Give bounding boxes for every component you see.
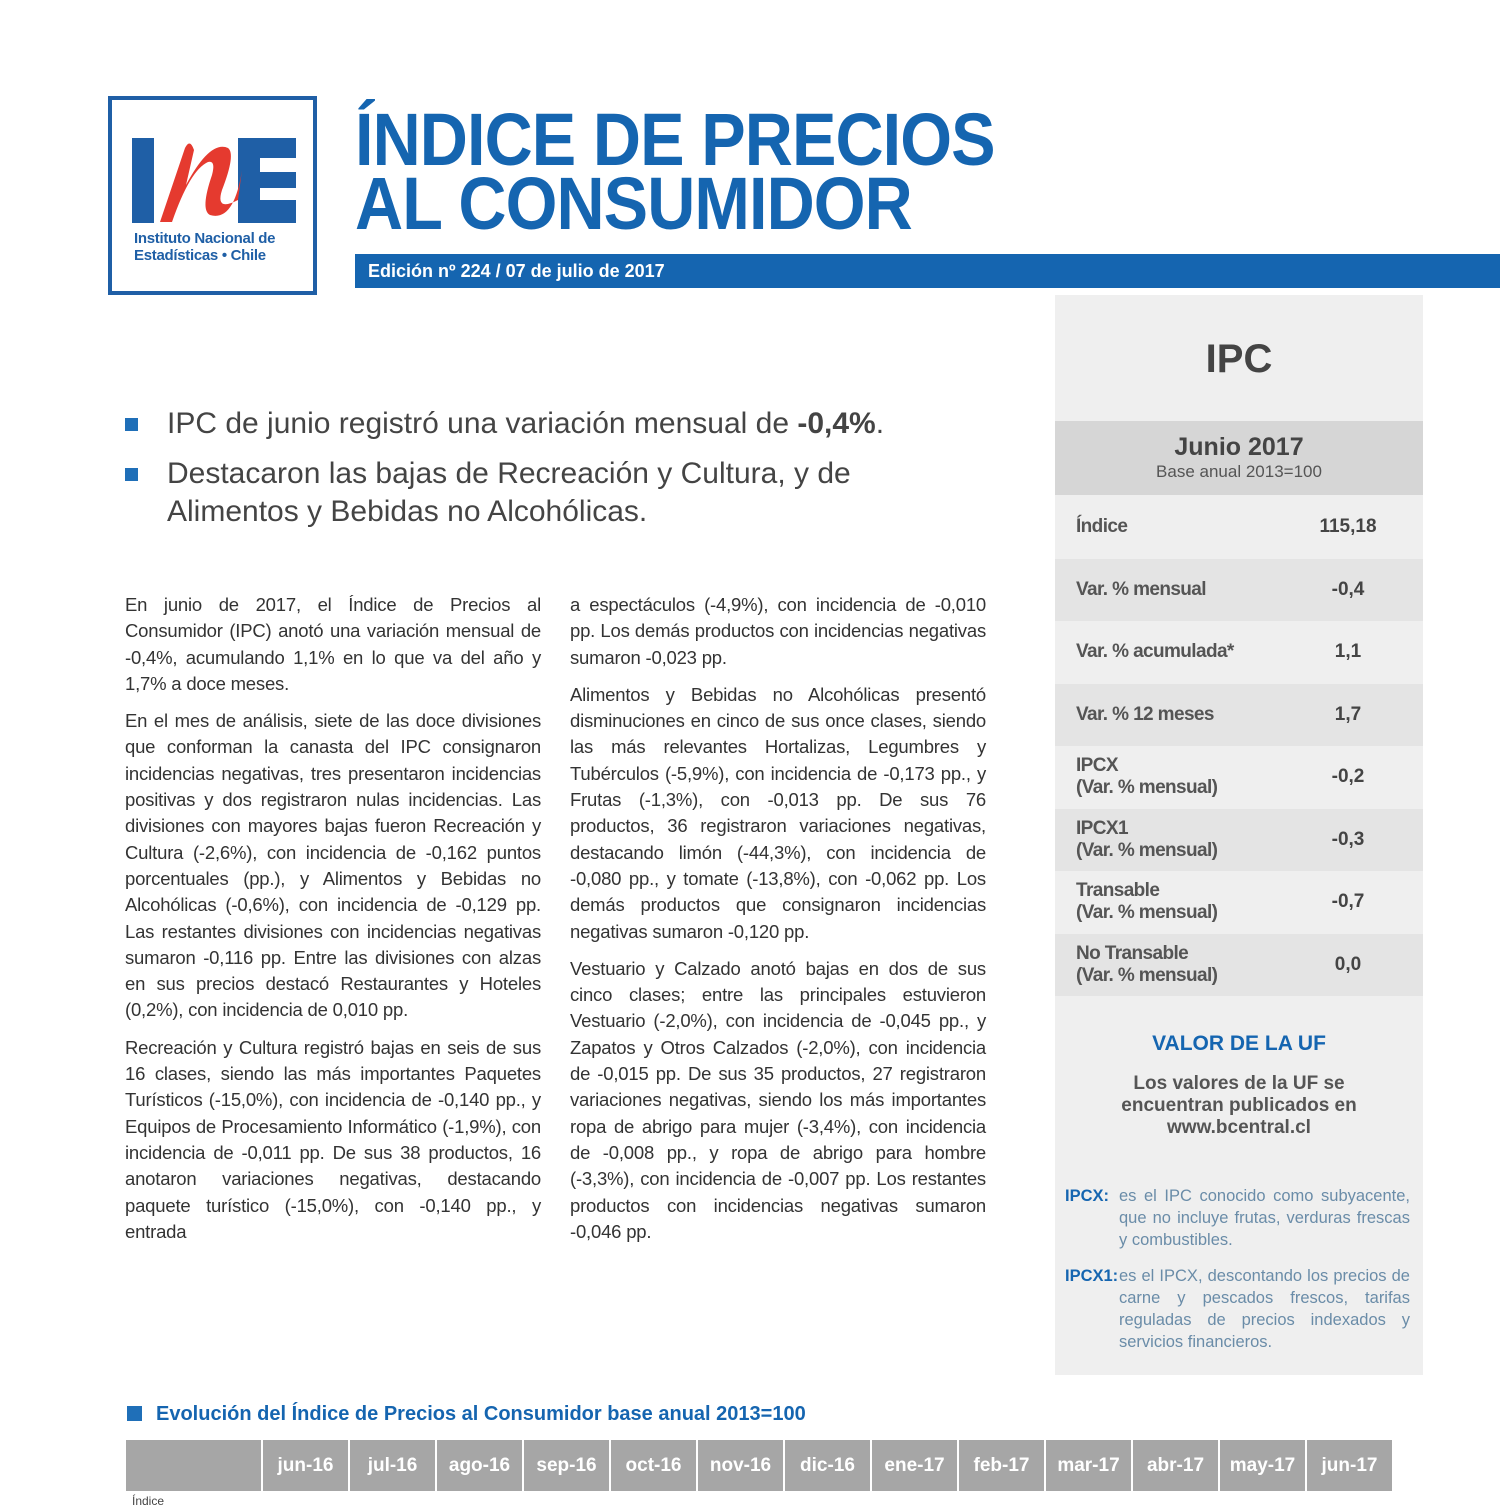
panel-base: Base anual 2013=100 — [1156, 462, 1322, 481]
highlight-item — [122, 455, 942, 531]
indicator-name: Var. % acumulada* — [1076, 641, 1234, 663]
bullet-square-icon — [127, 1406, 142, 1421]
paragraph: Vestuario y Calzado anotó bajas en dos de sus cinco clases; entre las principales estuvieron Vestuario (-2,0%), con incidencia de -0,045 pp., y Zapatos y Otros Calzados (-2,0%), con incidencia de -0,015 pp. De sus 35 productos, 27 registraron variaciones negativas, siendo los más importantes ropa de abrigo para mujer (-3,4%), con incidencia de -0,008 pp., y ropa de abrigo para hombre (-3,3%), con incidencia de -0,007 pp. Los restantes productos con incidencias negativas sumaron -0,046 pp. — [570, 957, 986, 1242]
highlight-text-end: . — [875, 407, 885, 440]
indicator-name: Transable — [1076, 880, 1160, 902]
panel-month: Junio 2017 — [1174, 433, 1304, 461]
paragraph: En el mes de análisis, siete de las doce divisiones que conforman la canasta del IPC consignaron incidencias negativas, tres presentaron incidencias positivas y dos registraron nulas incidencias. Las divisiones con mayores bajas fueron Recreación y Cultura (-2,6%), con incidencia de -0,162 puntos porcentuales (pp.), y Alimentos y Bebidas no Alcohólicas (-0,6%), con incidencia de -0,129 pp. Las restantes divisiones con incidencias negativas sumaron -0,116 pp. Entre las divisiones con alzas en sus precios destacó Restaurantes y Hoteles (0,2%), con incidencia de 0,010 pp. — [125, 710, 541, 1021]
uf-link[interactable]: www.bcentral.cl — [1167, 1117, 1311, 1138]
month-header-cell: ago-16 — [437, 1440, 522, 1491]
month-header-cell: jun-16 — [263, 1440, 348, 1491]
month-header-cell: oct-16 — [611, 1440, 696, 1491]
indicator-label — [1076, 579, 1206, 601]
highlight-text: IPC de junio registró una variación mensual de — [167, 407, 798, 440]
month-header-cell: jun-17 — [1307, 1440, 1392, 1491]
indicator-label — [1076, 755, 1217, 799]
uf-line: Los valores de la UF se — [1133, 1073, 1345, 1094]
body-column-right — [570, 592, 986, 1256]
month-header-cell: abr-17 — [1133, 1440, 1218, 1491]
body-column-left — [125, 592, 541, 1256]
indicator-row — [1055, 684, 1423, 747]
definition-ipcx — [1065, 1185, 1410, 1251]
indicator-value: 115,18 — [1319, 516, 1377, 538]
indicator-value: -0,3 — [1331, 828, 1365, 850]
panel-header — [1055, 421, 1423, 495]
edition-banner: Edición nº 224 / 07 de julio de 2017 — [355, 254, 1500, 288]
uf-title: VALOR DE LA UF — [1152, 1032, 1326, 1055]
indicator-sub: (Var. % mensual) — [1076, 902, 1218, 924]
definition-text: es el IPC conocido como subyacente, que no incluye frutas, verduras frescas y combustibles. — [1119, 1187, 1410, 1249]
month-header-cell: jul-16 — [350, 1440, 435, 1491]
indicator-value: 1,7 — [1334, 703, 1362, 725]
ine-logo — [108, 96, 317, 295]
definition-key: IPCX: — [1065, 1187, 1110, 1205]
section-heading — [127, 1403, 806, 1426]
month-header-cell: dic-16 — [785, 1440, 870, 1491]
indicator-label — [1076, 641, 1234, 663]
logo-line2: Estadísticas • Chile — [134, 247, 266, 264]
indicator-value: -0,4 — [1331, 578, 1365, 600]
definition-ipcx1 — [1065, 1265, 1410, 1353]
indicator-sub: (Var. % mensual) — [1076, 777, 1218, 799]
month-header-cell: mar-17 — [1046, 1440, 1131, 1491]
indicator-row — [1055, 559, 1423, 622]
month-header-cell: feb-17 — [959, 1440, 1044, 1491]
bullet-square-icon — [125, 418, 138, 431]
indicator-label — [1076, 516, 1127, 538]
indicator-row — [1055, 871, 1423, 934]
panel-title: IPC — [1205, 337, 1273, 381]
month-header-cell: sep-16 — [524, 1440, 609, 1491]
indicator-label — [1076, 704, 1214, 726]
table-row-label: Índice — [132, 1494, 165, 1508]
indicator-value: 0,0 — [1334, 953, 1362, 975]
ine-logo-mark — [130, 130, 300, 225]
indicator-row — [1055, 496, 1423, 559]
ipc-summary-panel — [1055, 295, 1423, 1375]
indicator-name: IPCX1 — [1076, 817, 1128, 839]
month-header-cell: ene-17 — [872, 1440, 957, 1491]
logo-line1: Instituto Nacional de — [134, 230, 276, 247]
indicator-row — [1055, 621, 1423, 684]
page-title — [355, 98, 995, 245]
highlight-bold: -0,4% — [797, 407, 876, 440]
ipc-evolution-table-header — [126, 1440, 1394, 1491]
uf-note — [1055, 1033, 1423, 1139]
indicator-name: Índice — [1076, 516, 1128, 538]
title-line2: AL CONSUMIDOR — [355, 162, 912, 245]
indicator-name: Var. % mensual — [1076, 578, 1206, 600]
indicator-row — [1055, 934, 1423, 997]
indicator-name: No Transable — [1076, 942, 1189, 964]
section-title: Evolución del Índice de Precios al Consumidor base anual 2013=100 — [156, 1403, 806, 1425]
paragraph: a espectáculos (-4,9%), con incidencia de -0,010 pp. Los demás productos con incidencias negativas sumaron -0,023 pp. — [570, 594, 986, 668]
indicator-row — [1055, 746, 1423, 809]
indicator-row — [1055, 809, 1423, 872]
indicator-label — [1076, 943, 1217, 987]
indicator-label — [1076, 818, 1217, 862]
indicator-label — [1076, 880, 1217, 924]
highlight-text: Destacaron las bajas de Recreación y Cultura, y de Alimentos y Bebidas no Alcohólicas. — [167, 457, 851, 528]
definition-key: IPCX1: — [1065, 1267, 1119, 1285]
indicator-value: -0,7 — [1331, 891, 1365, 913]
highlight-item — [122, 405, 1022, 443]
indicator-sub: (Var. % mensual) — [1076, 839, 1218, 861]
paragraph: Recreación y Cultura registró bajas en seis de sus 16 clases, siendo las más importantes Paquetes Turísticos (-15,0%), con incidencia de -0,140 pp., y Equipos de Procesamiento Informático (-1,9%), con incidencia de -0,011 pp. De sus 38 productos, 16 anotaron variaciones negativas, destacando paquete turístico (-15,0%), con -0,140 pp., y entrada — [125, 1036, 541, 1242]
bullet-square-icon — [125, 468, 138, 481]
indicator-table — [1055, 496, 1423, 996]
uf-line: encuentran publicados en — [1121, 1095, 1357, 1116]
paragraph: Alimentos y Bebidas no Alcohólicas presentó disminuciones en cinco de sus once clases, siendo las más relevantes Hortalizas, Legumbres y Tubérculos (-5,9%), con incidencia de -0,173 pp., y Frutas (-1,3%), con -0,013 pp. De sus 76 productos, 36 registraron variaciones negativas, destacando limón (-44,3%), con incidencia de -0,080 pp., y tomate (-13,8%), con -0,062 pp. Los demás productos que consignaron incidencias negativas sumaron -0,120 pp. — [570, 683, 986, 942]
month-header-cell: nov-16 — [698, 1440, 783, 1491]
header-empty-cell — [126, 1440, 261, 1491]
highlights — [122, 405, 1022, 543]
indicator-name: Var. % 12 meses — [1076, 703, 1214, 725]
indicator-value: -0,2 — [1331, 766, 1365, 788]
definition-text: es el IPCX, descontando los precios de carne y pescados frescos, tarifas reguladas de precios indexados y servicios financieros. — [1119, 1267, 1410, 1351]
indicator-sub: (Var. % mensual) — [1076, 964, 1218, 986]
month-header-cell: may-17 — [1220, 1440, 1305, 1491]
indicator-name: IPCX — [1076, 755, 1118, 777]
indicator-value: 1,1 — [1334, 641, 1362, 663]
paragraph: En junio de 2017, el Índice de Precios al Consumidor (IPC) anotó una variación mensual de -0,4%, acumulando 1,1% en lo que va del año y 1,7% a doce meses. — [125, 594, 541, 694]
title-line1: ÍNDICE DE PRECIOS — [355, 98, 995, 181]
